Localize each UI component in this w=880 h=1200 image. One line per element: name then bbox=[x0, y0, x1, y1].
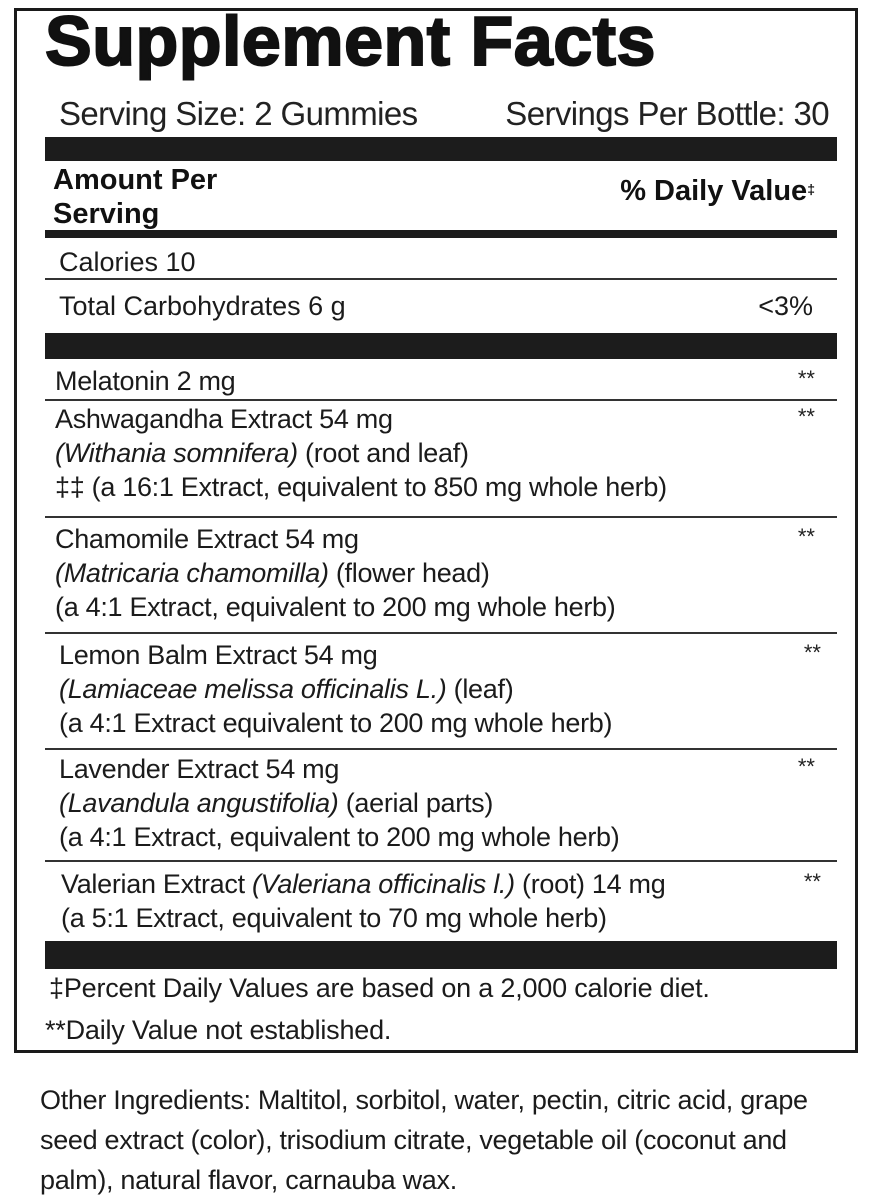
total-carbs: Total Carbohydrates 6 g bbox=[59, 291, 346, 321]
rule bbox=[45, 399, 837, 401]
dv-lavender: ** bbox=[797, 754, 815, 779]
other-ingredients: Other Ingredients: Maltitol, sorbitol, water, pectin, citric acid, grape seed extract (color), trisodium citrate, vegetable oil (coconut and palm), natural flavor, carnauba wax. bbox=[40, 1085, 808, 1195]
ingredient-lemon-balm: Lemon Balm Extract 54 mg (Lamiaceae melissa officinalis L.) (leaf) (a 4:1 Extract equivalent to 200 mg whole herb) bbox=[59, 640, 613, 738]
ingredient-melatonin: Melatonin 2 mg bbox=[55, 366, 236, 396]
servings-per-bottle: Servings Per Bottle: 30 bbox=[505, 95, 829, 132]
footnote-not-established: **Daily Value not established. bbox=[45, 1015, 392, 1045]
ingredient-valerian: Valerian Extract (Valeriana officinalis l.) (root) 14 mg (a 5:1 Extract, equivalent to 70 mg whole herb) bbox=[61, 869, 666, 933]
daily-value-header bbox=[620, 175, 815, 208]
dv-lemon-balm: ** bbox=[803, 640, 821, 665]
rule bbox=[45, 632, 837, 634]
thick-divider bbox=[45, 137, 837, 161]
dv-valerian: ** bbox=[803, 869, 821, 894]
ingredient-lavender: Lavender Extract 54 mg (Lavandula angustifolia) (aerial parts) (a 4:1 Extract, equivalent to 200 mg whole herb) bbox=[59, 754, 620, 852]
thick-divider bbox=[45, 333, 837, 359]
rule bbox=[45, 860, 837, 862]
amount-line-1: Amount Per bbox=[53, 164, 218, 196]
supplement-facts-panel bbox=[14, 2, 858, 1053]
ingredient-ashwagandha: Ashwagandha Extract 54 mg (Withania somnifera) (root and leaf) ‡‡ (a 16:1 Extract, equivalent to 850 mg whole herb) bbox=[55, 404, 667, 502]
amount-per-serving-header bbox=[53, 163, 217, 231]
dv-melatonin: ** bbox=[797, 366, 815, 391]
dv-ashwagandha: ** bbox=[797, 404, 815, 429]
serving-size: Serving Size: 2 Gummies bbox=[59, 95, 418, 132]
rule bbox=[45, 748, 837, 750]
amount-line-2: Serving bbox=[53, 198, 160, 230]
rule bbox=[45, 278, 837, 280]
medium-divider bbox=[45, 230, 837, 238]
total-carbs-dv: <3% bbox=[758, 291, 813, 321]
thick-divider bbox=[45, 941, 837, 969]
calories: Calories 10 bbox=[59, 247, 196, 277]
panel-title: Supplement Facts bbox=[45, 2, 656, 80]
footnote-percent: ‡Percent Daily Values are based on a 2,000 calorie diet. bbox=[49, 973, 710, 1003]
rule bbox=[45, 516, 837, 518]
ingredient-chamomile: Chamomile Extract 54 mg (Matricaria chamomilla) (flower head) (a 4:1 Extract, equivalent to 200 mg whole herb) bbox=[55, 524, 616, 622]
daily-value-mark: ‡ bbox=[807, 181, 815, 197]
daily-value-label: % Daily Value bbox=[620, 175, 808, 207]
dv-chamomile: ** bbox=[797, 524, 815, 549]
